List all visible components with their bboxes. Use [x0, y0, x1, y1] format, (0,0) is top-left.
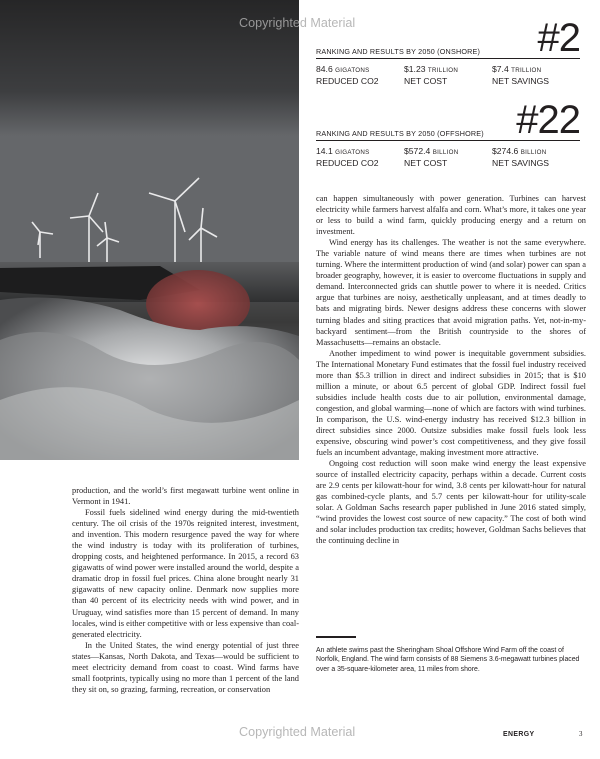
caption-rule	[316, 636, 356, 638]
stat-value: $572.4	[404, 146, 431, 156]
onshore-rank: #2	[537, 16, 580, 60]
body-paragraph: production, and the world’s first megawatt turbine went online in Vermont in 1941.	[72, 486, 299, 507]
offshore-stat-savings	[492, 146, 580, 168]
offshore-stat-co2	[316, 146, 404, 168]
offshore-stats	[316, 100, 580, 168]
body-paragraph: In the United States, the wind energy potential of just three states—Kansas, North Dakota, and Texas—would be sufficient to meet electricity demand from coast to coast. Wind farms have small footprints, typically using no more than 1 percent of the land they sit on, so grazing, farming, recreation, or conservation	[72, 640, 299, 694]
wind-farm-photo-art	[0, 0, 299, 460]
wind-farm-photo	[0, 0, 299, 460]
body-paragraph: can happen simultaneously with power generation. Turbines can harvest electricity while farmers harvest alfalfa and corn. What’s more, it takes one year or less to build a wind farm, quickly producing energy and a return on investment.	[316, 194, 586, 237]
stat-caption: NET SAVINGS	[492, 158, 549, 168]
body-paragraph: Another impediment to wind power is inequitable government subsidies. The International Monetary Fund estimates that the fossil fuel industry received more than $5.3 trillion in direct and indirect subsidies in 2015; that is $10 million a minute, or about 6.5 percent of global GDP. Indirect fossil fuel subsidies include health costs due to air pollution, environmental damage, congestion, and global warming—none of which are factors with wind turbines. In comparison, the U.S. wind-energy industry has received $12.3 billion in direct subsidies since 2000. Outsize subsidies make fossil fuels look less expensive, obscuring wind power’s cost competitiveness, and they give fossil fuels an incumbent advantage, making investment more attractive.	[316, 348, 586, 458]
stat-caption: REDUCED CO2	[316, 158, 379, 168]
right-body-column	[316, 193, 586, 547]
stat-caption: NET COST	[404, 158, 448, 168]
offshore-ranking-label: RANKING AND RESULTS BY 2050 (OFFSHORE)	[316, 129, 484, 138]
onshore-stat-cost	[404, 64, 492, 86]
watermark-bottom: Copyrighted Material	[239, 725, 356, 739]
stat-unit: GIGATONS	[335, 67, 370, 74]
photo-caption: An athlete swims past the Sheringham Shoal Offshore Wind Farm off the coast of Norfolk, England. The wind farm consists of 88 Siemens 3.6-megawatt turbines placed over a 35-square-kilometer area, 11 miles from shore.	[316, 647, 580, 673]
onshore-ranking-label: RANKING AND RESULTS BY 2050 (ONSHORE)	[316, 47, 481, 56]
offshore-rank: #22	[516, 98, 580, 142]
watermark-top: Copyrighted Material	[239, 16, 356, 30]
stat-caption: NET COST	[404, 76, 448, 86]
stat-caption: NET SAVINGS	[492, 76, 549, 86]
stat-unit: BILLION	[432, 149, 459, 156]
stat-unit: TRILLION	[511, 67, 542, 74]
stat-caption: REDUCED CO2	[316, 76, 379, 86]
stat-value: 84.6	[316, 64, 333, 74]
stat-unit: BILLION	[520, 149, 547, 156]
body-paragraph: Fossil fuels sidelined wind energy during the mid-twentieth century. The oil crisis of the 1970s reignited interest, investment, and invention. This modern resurgence paved the way for where the wind industry is today with its proliferation of turbines, dropping costs, and heightened performance. In 2015, a record 63 gigawatts of wind power were installed around the world, despite a dramatic drop in fossil fuel prices. China alone brought nearly 31 gigawatts of new capacity online. Denmark now supplies more than 40 percent of its electricity needs with wind power, and in Uruguay, wind satisfies more than 15 percent of demand. In many locales, wind is either competitive with or less expensive than coal-generated electricity.	[72, 508, 299, 639]
offshore-stat-cost	[404, 146, 492, 168]
stat-value: $1.23	[404, 64, 426, 74]
body-paragraph: Wind energy has its challenges. The weather is not the same everywhere. The variable nature of wind means there are times when turbines are not turning. Where the intermittent production of wind (and solar) power can span a broader geography, however, it is easier to overcome fluctuations in supply and demand. Interconnected grids can shuttle power to where it is needed. Critics argue that turbines are noisy, aesthetically unpleasant, and at times deadly to bats and migrating birds. Newer designs address these concerns with slower turning blades and siting practices that avoid migration paths. Yet, not-in-my-backyard sentiment—from the British countryside to the shores of Massachusetts—remains an obstacle.	[316, 238, 586, 347]
stat-unit: TRILLION	[427, 67, 459, 74]
body-paragraph: Ongoing cost reduction will soon make wind energy the least expensive source of installed electricity capacity, perhaps within a decade. Current costs are 2.9 cents per kilowatt-hour for wind, 3.8 cents per kilowatt-hour for natural gas combined-cycle plants, and 5.7 cents per kilowatt-hour for utility-scale solar. A Goldman Sachs research paper published in June 2016 stated simply, “wind provides the lowest cost source of new capacity.” The cost of both wind and solar includes production tax credits; however, Goldman Sachs believes that the continuing decline in	[316, 459, 586, 546]
left-body-column	[72, 485, 299, 695]
stat-unit: GIGATONS	[335, 149, 370, 156]
onshore-stat-co2	[316, 64, 404, 86]
running-section-title: ENERGY	[503, 731, 535, 738]
onshore-stats	[316, 18, 580, 86]
stat-value: $274.6	[492, 146, 519, 156]
page-number: 3	[579, 731, 583, 738]
stat-value: 14.1	[316, 146, 333, 156]
stat-value: $7.4	[492, 64, 509, 74]
onshore-stat-savings	[492, 64, 580, 86]
